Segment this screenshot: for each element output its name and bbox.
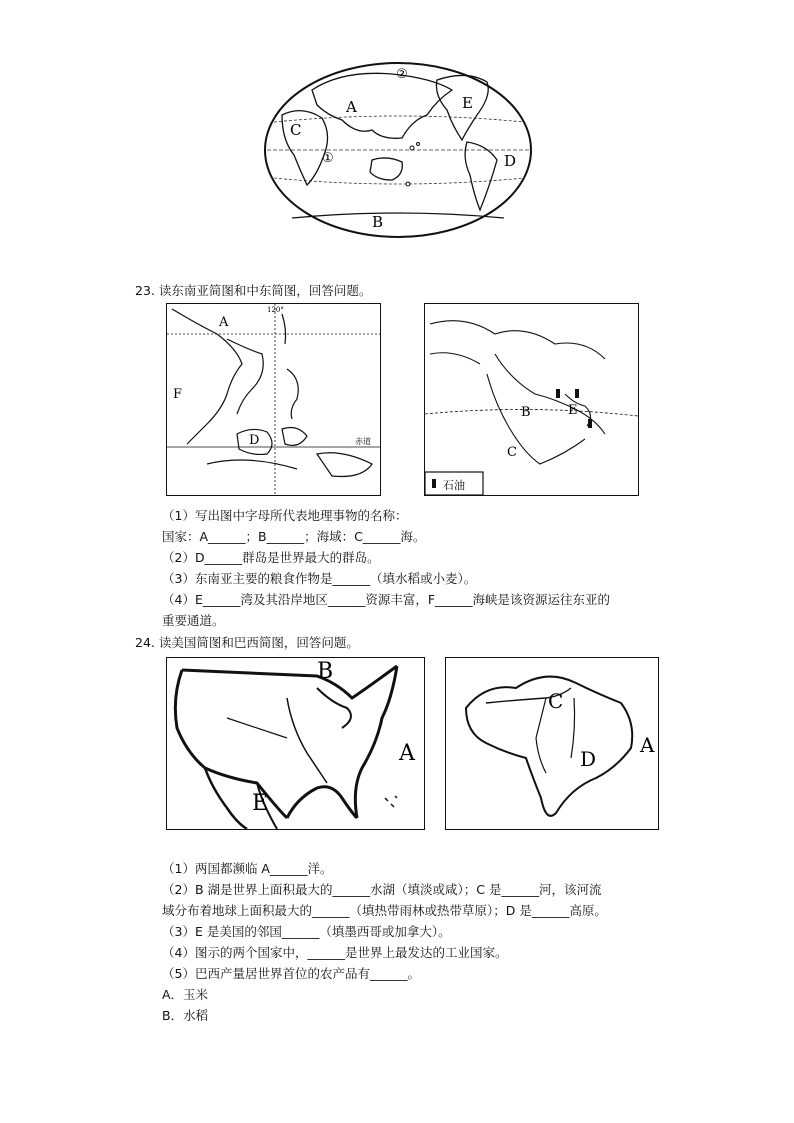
me-label-e: E bbox=[568, 403, 578, 418]
question-24-title: 24. 读美国简图和巴西简图，回答问题。 bbox=[135, 635, 359, 650]
world-label-circle-1: ① bbox=[322, 151, 334, 166]
q24-line-3: 域分布着地球上面积最大的______（填热带雨林或热带草原）；D 是______高原。 bbox=[162, 903, 607, 918]
world-label-a: A bbox=[346, 98, 357, 116]
q23-line-3: （2）D______群岛是世界最大的群岛。 bbox=[162, 550, 380, 565]
q23-line-1: （1）写出图中字母所代表地理事物的名称： bbox=[162, 508, 408, 523]
oil-icon bbox=[432, 479, 436, 488]
q24-line-1: （1）两国都濒临 A______洋。 bbox=[162, 861, 333, 876]
me-label-b: B bbox=[521, 405, 531, 420]
world-label-b: B bbox=[372, 213, 384, 231]
q24-option-a: A．玉米 bbox=[162, 987, 209, 1002]
q24-line-5: （4）图示的两个国家中，______是世界上最发达的工业国家。 bbox=[162, 945, 508, 960]
brazil-label-d: D bbox=[580, 747, 597, 771]
question-23-body bbox=[162, 505, 682, 631]
world-label-d: D bbox=[504, 152, 517, 170]
sea-label-d: D bbox=[249, 433, 260, 448]
q23-line-6: 重要通道。 bbox=[162, 613, 225, 628]
usa-label-a: A bbox=[399, 741, 415, 766]
usa-label-e: E bbox=[252, 791, 269, 816]
sea-label-meridian: 120° bbox=[267, 306, 284, 314]
world-label-c: C bbox=[290, 121, 302, 139]
world-map bbox=[262, 60, 534, 240]
q23-line-5: （4）E______湾及其沿岸地区______资源丰富，F______海峡是该资源运往东亚的 bbox=[162, 592, 611, 607]
brazil-label-c: C bbox=[548, 689, 564, 713]
brazil-map-svg bbox=[446, 658, 658, 829]
q24-line-4: （3）E 是美国的邻国______（填墨西哥或加拿大）。 bbox=[162, 924, 451, 939]
sea-label-equator: 赤道 bbox=[355, 437, 371, 446]
middle-east-map bbox=[424, 303, 639, 496]
oil-marker-3 bbox=[588, 419, 592, 428]
world-label-circle-2: ② bbox=[396, 67, 408, 82]
q23-line-4: （3）东南亚主要的粮食作物是______（填水稻或小麦）。 bbox=[162, 571, 477, 586]
world-map-svg bbox=[262, 60, 534, 240]
world-label-e: E bbox=[462, 94, 473, 112]
brazil-map bbox=[445, 657, 659, 830]
me-legend-label: 石油 bbox=[443, 479, 465, 492]
southeast-asia-map-svg bbox=[167, 304, 380, 495]
q24-line-6: （5）巴西产量居世界首位的农产品有______。 bbox=[162, 966, 420, 981]
sea-label-a: A bbox=[219, 315, 229, 330]
usa-map-svg bbox=[167, 658, 424, 829]
q23-line-2: 国家：A______；B______；海域：C______海。 bbox=[162, 529, 426, 544]
oil-marker-2 bbox=[575, 389, 579, 398]
me-label-c: C bbox=[507, 445, 517, 460]
question-24-body bbox=[162, 858, 722, 1028]
brazil-label-a: A bbox=[640, 733, 655, 757]
middle-east-map-svg bbox=[425, 304, 638, 495]
question-23-title: 23. 读东南亚简图和中东简图，回答问题。 bbox=[135, 283, 372, 298]
q24-option-b: B．水稻 bbox=[162, 1008, 209, 1023]
sea-label-f: F bbox=[173, 387, 183, 402]
q24-line-2: （2）B 湖是世界上面积最大的______水湖（填淡或咸）；C 是______河，该河流 bbox=[162, 882, 602, 897]
oil-marker-1 bbox=[556, 389, 560, 398]
usa-label-b: B bbox=[317, 659, 334, 684]
usa-map bbox=[166, 657, 425, 830]
southeast-asia-map bbox=[166, 303, 381, 496]
